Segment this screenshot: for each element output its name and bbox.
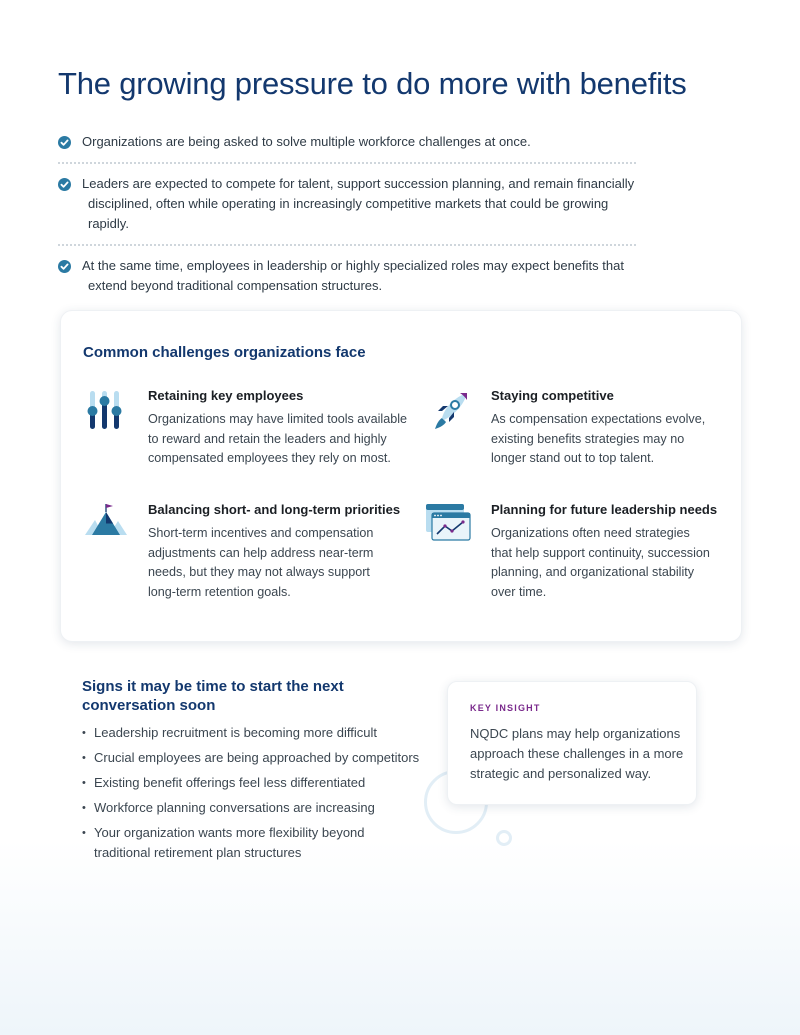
challenge-competitive bbox=[491, 388, 751, 469]
challenge-heading: Balancing short- and long-term priorities bbox=[148, 502, 401, 517]
list-item bbox=[82, 773, 422, 793]
key-insight-text bbox=[470, 724, 685, 784]
signs-title-line: conversation soon bbox=[82, 697, 216, 714]
challenge-heading: Staying competitive bbox=[491, 388, 614, 403]
challenge-text bbox=[148, 524, 418, 602]
decorative-ring bbox=[496, 830, 512, 846]
page-title: The growing pressure to do more with benefits bbox=[58, 66, 687, 101]
challenge-line: Organizations may have limited tools available bbox=[148, 412, 408, 426]
list-item-text: Crucial employees are being approached by competitors bbox=[94, 750, 420, 765]
list-item bbox=[82, 723, 422, 743]
intro-bullet-text: Leaders are expected to compete for talent, support succession planning, and remain financially bbox=[82, 176, 635, 191]
dotted-divider bbox=[58, 244, 636, 246]
intro-bullet bbox=[58, 174, 648, 234]
challenge-heading: Planning for future leadership needs bbox=[491, 502, 718, 517]
list-item-text: Leadership recruitment is becoming more difficult bbox=[94, 725, 378, 740]
intro-bullet-text: At the same time, employees in leadership or highly specialized roles may expect benefits that bbox=[82, 258, 624, 273]
signs-section bbox=[82, 677, 422, 868]
challenge-text bbox=[148, 410, 408, 469]
signs-list bbox=[82, 723, 422, 863]
key-insight-line: strategic and personalized way. bbox=[470, 766, 652, 781]
intro-bullet-text: disciplined, often while operating in increasingly competitive markets that could be growing rapidly. bbox=[88, 196, 609, 231]
key-insight-line: approach these challenges in a more bbox=[470, 746, 684, 761]
intro-bullet bbox=[58, 132, 648, 152]
chart-window-icon bbox=[425, 503, 471, 546]
signs-title bbox=[82, 677, 422, 715]
challenge-line: compensated employees they rely on most. bbox=[148, 451, 391, 465]
challenges-card bbox=[60, 310, 742, 642]
challenge-line: to reward and retain the leaders and highly bbox=[148, 431, 387, 446]
sliders-icon bbox=[85, 389, 127, 436]
list-item-text: traditional retirement plan structures bbox=[94, 845, 302, 860]
intro-bullet bbox=[58, 256, 648, 296]
challenge-line: long-term retention goals. bbox=[148, 584, 291, 599]
challenge-line: planning, and organizational stability bbox=[491, 565, 695, 579]
challenge-line: Organizations often need strategies bbox=[491, 526, 690, 540]
challenge-line: over time. bbox=[491, 584, 547, 599]
key-insight-card bbox=[447, 681, 697, 805]
challenge-line: needs, but they may not always support bbox=[148, 565, 370, 579]
check-circle-icon bbox=[58, 178, 71, 191]
challenge-planning bbox=[491, 502, 731, 602]
challenges-title: Common challenges organizations face bbox=[83, 344, 366, 361]
check-circle-icon bbox=[58, 136, 71, 149]
list-item-text: Existing benefit offerings feel less differentiated bbox=[94, 775, 366, 790]
challenge-line: Short-term incentives and compensation bbox=[148, 526, 374, 540]
challenge-balancing bbox=[148, 502, 418, 602]
rocket-icon bbox=[427, 389, 471, 438]
list-item bbox=[82, 748, 422, 768]
challenge-retaining bbox=[148, 388, 408, 469]
list-item bbox=[82, 823, 422, 863]
intro-bullet-text: extend beyond traditional compensation structures. bbox=[88, 278, 383, 293]
mountain-flag-icon bbox=[83, 503, 129, 542]
challenge-line: longer stand out to top talent. bbox=[491, 451, 655, 465]
challenge-line: adjustments can help address near-term bbox=[148, 545, 374, 560]
challenge-line: that help support continuity, succession bbox=[491, 545, 710, 560]
challenge-heading: Retaining key employees bbox=[148, 388, 304, 403]
intro-bullet-text: Organizations are being asked to solve multiple workforce challenges at once. bbox=[82, 134, 531, 149]
challenge-line: As compensation expectations evolve, bbox=[491, 412, 706, 426]
key-insight-label: KEY INSIGHT bbox=[470, 703, 541, 713]
list-item bbox=[82, 798, 422, 818]
list-item-text: Workforce planning conversations are increasing bbox=[94, 800, 375, 815]
check-circle-icon bbox=[58, 260, 71, 273]
challenge-line: existing benefits strategies may no bbox=[491, 431, 685, 446]
signs-title-line: Signs it may be time to start the next bbox=[82, 678, 344, 695]
key-insight-line: NQDC plans may help organizations bbox=[470, 726, 681, 741]
intro-bullet-list bbox=[58, 132, 648, 296]
dotted-divider bbox=[58, 162, 636, 164]
list-item-text: Your organization wants more flexibility beyond bbox=[94, 825, 365, 840]
challenge-text bbox=[491, 524, 731, 602]
challenge-text bbox=[491, 410, 751, 469]
